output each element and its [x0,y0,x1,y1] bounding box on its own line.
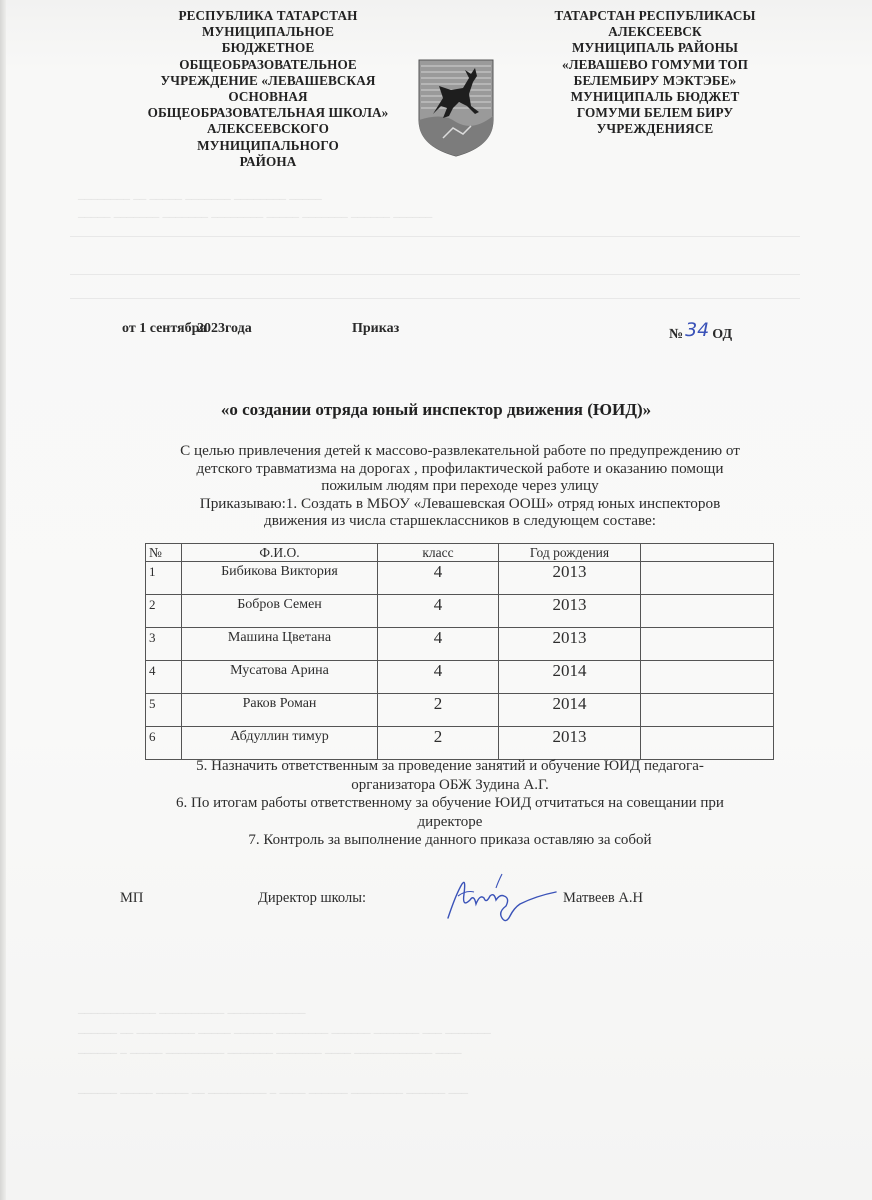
header-left-line: АЛЕКСЕЕВСКОГО [207,121,329,137]
order-number-handwritten: 34 [685,319,710,341]
intro-line: Приказываю:1. Создать в МБОУ «Левашевская ООШ» отряд юных инспекторов [199,494,721,512]
header-left-line: ОБЩЕОБРАЗОВАТЕЛЬНАЯ ШКОЛА» [147,105,389,121]
table-row [146,595,774,628]
stamp-label: МП [120,890,144,906]
intro-line: детского травматизма на дорогах , профилактической работе и оказанию помощи [196,459,724,477]
bleed-through-line [70,236,800,237]
cell-empty [641,595,774,628]
table-header-row [146,544,774,562]
deer-coat-of-arms-icon [413,50,499,158]
bleed-through-text: ___ ______ ________ ______ ____ _ _________ __ _____ _____ ______ [78,1080,468,1095]
members-table [145,543,774,760]
column-header-empty [641,544,774,562]
intro-line: пожилым людям при переходе через улицу [321,477,599,495]
cell-name: Раков Роман [182,694,378,727]
order-number-suffix: ОД [712,327,733,342]
cell-number: 6 [146,727,182,760]
cell-number: 5 [146,694,182,727]
cell-empty [641,694,774,727]
column-header-name: Ф.И.О. [182,544,378,562]
cell-class: 4 [378,661,499,694]
cell-class: 4 [378,595,499,628]
header-left-line: МУНИЦИПАЛЬНОГО [197,137,339,153]
page-edge-shadow [0,0,6,1200]
header-right-line: БЕЛЕМБИРУ МЭКТЭБЕ» [573,72,737,88]
order-number [669,321,732,343]
header-right-line: МУНИЦИПАЛЬ РАЙОНЫ [571,40,739,56]
header-left-line: РЕСПУБЛИКА ТАТАРСТАН [178,8,358,23]
header-right-line: «ЛЕВАШЕВО ГОМУМИ ТОП [562,56,748,72]
cell-number: 2 [146,595,182,628]
bleed-through-line [70,274,800,275]
cell-empty [641,628,774,661]
table-row [146,661,774,694]
order-item-continuation: директоре [417,813,483,830]
intro-line: движения из числа старшеклассников в следующем составе: [264,512,656,530]
cell-name: Машина Цветана [182,628,378,661]
header-left-line: УЧРЕЖДЕНИЕ «ЛЕВАШЕВСКАЯ [160,72,376,88]
cell-empty [641,562,774,595]
cell-birth-year: 2013 [499,595,641,628]
header-right-institution [520,8,790,138]
cell-name: Бобров Семен [182,595,378,628]
header-right-line: МУНИЦИПАЛЬ БЮДЖЕТ [570,89,740,105]
column-header-number: № [146,544,182,562]
bleed-through-text: ____ ____________ ____ _______ _______ _________ _____ _ ______ [78,1040,462,1055]
header-right-line: ТАТАРСТАН РЕСПУБЛИКАСЫ [554,8,756,23]
header-left-line: РАЙОНА [239,153,297,169]
cell-birth-year: 2013 [499,727,641,760]
table-row [146,562,774,595]
cell-empty [641,727,774,760]
order-date: от 1 сентября [122,321,207,336]
table-row [146,628,774,661]
cell-class: 2 [378,727,499,760]
cell-birth-year: 2013 [499,628,641,661]
order-item: 5. Назначить ответственным за проведение занятий и обучение ЮИД педагога- [196,758,704,774]
cell-birth-year: 2014 [499,661,641,694]
order-item: 6. По итогам работы ответственному за обучение ЮИД отчитаться на совещании при [176,795,724,811]
order-item-continuation: организатора ОБЖ Зудина А.Г. [351,776,549,793]
bleed-through-text: _______ ___ _______ ______ ________ ______ _____ _________ __ ______ [78,1020,491,1035]
cell-name: Мусатова Арина [182,661,378,694]
intro-paragraph [130,442,790,530]
header-right-line: ГОМУМИ БЕЛЕМ БИРУ [576,105,734,121]
header-left-institution [118,8,418,170]
cell-birth-year: 2013 [499,562,641,595]
cell-class: 2 [378,694,499,727]
order-items [100,757,800,850]
cell-number: 3 [146,628,182,661]
bleed-through-text: ______ ______ _______ _____ ________ _______ _______ _____ [78,204,433,219]
bleed-through-text: ____________ __________ ____________ [78,1000,306,1015]
cell-name: Бибикова Виктория [182,562,378,595]
signature-block [120,890,720,930]
director-label: Директор школы: [258,890,366,906]
bleed-through-line [70,298,800,299]
cell-class: 4 [378,562,499,595]
bleed-through-text: _____ ________ _______ _____ __ ________ [78,186,322,201]
column-header-birth-year: Год рождения [499,544,641,562]
cell-birth-year: 2014 [499,694,641,727]
table-row [146,727,774,760]
header-left-line: БЮДЖЕТНОЕ [221,40,315,56]
header-right-line: АЛЕКСЕЕВСК [608,24,702,40]
cell-name: Абдуллин тимур [182,727,378,760]
document-title: «о создании отряда юный инспектор движения (ЮИД)» [220,400,652,419]
handwritten-signature-icon [440,864,560,928]
header-left-line: МУНИЦИПАЛЬНОЕ [201,24,335,40]
table-row [146,694,774,727]
order-number-prefix: № [669,327,684,342]
header-right-line: УЧРЕЖДЕНИЯСЕ [596,121,714,137]
order-line [122,321,752,345]
header-left-line: ОБЩЕОБРАЗОВАТЕЛЬНОЕ [179,56,357,72]
header-left-line: ОСНОВНАЯ [228,89,308,105]
director-name: Матвеев А.Н [563,890,643,906]
order-type: Приказ [352,321,400,336]
intro-line: С целью привлечения детей к массово-развлекательной работе по предупреждению от [180,442,740,459]
order-item: 7. Контроль за выполнение данного приказа оставляю за собой [248,832,652,848]
column-header-class: класс [378,544,499,562]
cell-number: 4 [146,661,182,694]
cell-class: 4 [378,628,499,661]
cell-empty [641,661,774,694]
cell-number: 1 [146,562,182,595]
order-year: 2023года [197,321,252,336]
